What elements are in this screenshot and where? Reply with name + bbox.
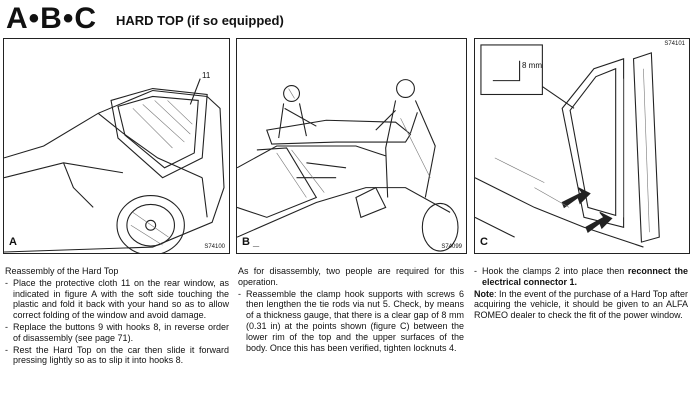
intro-text: As for disassembly, two people are required for this operation. bbox=[238, 266, 464, 287]
figure-c-code: S74101 bbox=[664, 41, 685, 47]
figure-b-illustration bbox=[237, 39, 466, 253]
column-reassembly bbox=[5, 266, 229, 367]
note-label: Note bbox=[474, 288, 494, 299]
section-subtitle: HARD TOP (if so equipped) bbox=[116, 13, 284, 28]
figure-c-callout: 8 mm bbox=[522, 61, 542, 70]
instruction-text: Reassemble the clamp hook supports with screws 6 then lengthen the tie rods via nut 5. Check, by means of a thickness gauge, that there is a clear gap of 8 mm (0.31 in) at the points shown (figure C) between the lower rim of the top and the upper surfaces of the body. Once this has been verified, tighten locknuts 4. bbox=[246, 288, 464, 353]
instruction-emphasis: reconnect the electrical connector 1. bbox=[482, 266, 689, 287]
figure-b-code: S74099 bbox=[441, 244, 462, 250]
column-final bbox=[474, 266, 688, 322]
figure-a-callout: 11 bbox=[202, 71, 211, 80]
figure-a-label: A bbox=[9, 236, 17, 248]
instruction-item: - Reassemble the clamp hook supports with screws 6 then lengthen the tie rods via nut 5. Check, by means of a thickness gauge, that there is a clear gap of 8 mm (0.31 in) at the points shown (figure C) between the lower rim of the top and the upper surfaces of the body. Once this has been verified, tighten locknuts 4. bbox=[238, 288, 464, 353]
figure-c bbox=[474, 38, 690, 254]
section-heading: Reassembly of the Hard Top bbox=[5, 266, 119, 276]
figure-c-illustration bbox=[475, 39, 689, 253]
instruction-text: Replace the buttons 9 with hooks 8, in reverse order of disassembly (see page 71). bbox=[13, 321, 229, 343]
figure-b bbox=[236, 38, 467, 254]
instruction-text: Rest the Hard Top on the car then slide it forward pressing lightly so as to slip it into hooks 8. bbox=[13, 344, 229, 366]
instruction-item: - Hook the clamps 2 into place then reconnect the electrical connector 1. bbox=[474, 266, 689, 287]
instruction-item: - Rest the Hard Top on the car then slide it forward pressing lightly so as to slip it into hooks 8. bbox=[5, 344, 229, 366]
figure-c-label: C bbox=[480, 236, 488, 248]
instruction-item: - Replace the buttons 9 with hooks 8, in reverse order of disassembly (see page 71). bbox=[5, 321, 229, 343]
instruction-item: - Place the protective cloth 11 on the rear window, as indicated in figure A with the soft side touching the plastic and fold it back with your hand so as to allow correct folding of the window and avoid damage. bbox=[5, 277, 229, 321]
instruction-text: Place the protective cloth 11 on the rear window, as indicated in figure A with the soft side touching the plastic and fold it back with your hand so as to allow correct folding of the window and avoid damage. bbox=[13, 277, 229, 321]
instruction-text: Hook the clamps 2 into place then bbox=[482, 266, 628, 276]
figure-a bbox=[3, 38, 230, 254]
column-instructions bbox=[238, 266, 464, 354]
note-text: : In the event of the purchase of a Hard Top after acquiring the vehicle, it should be given to an ALFA ROMEO dealer to check the fit of the power window. bbox=[474, 288, 688, 321]
page-title: A•B•C bbox=[6, 2, 98, 35]
figure-a-illustration bbox=[4, 39, 229, 253]
figure-a-code: S74100 bbox=[204, 244, 225, 250]
note bbox=[474, 289, 688, 321]
figure-b-label: B _ bbox=[242, 236, 260, 248]
